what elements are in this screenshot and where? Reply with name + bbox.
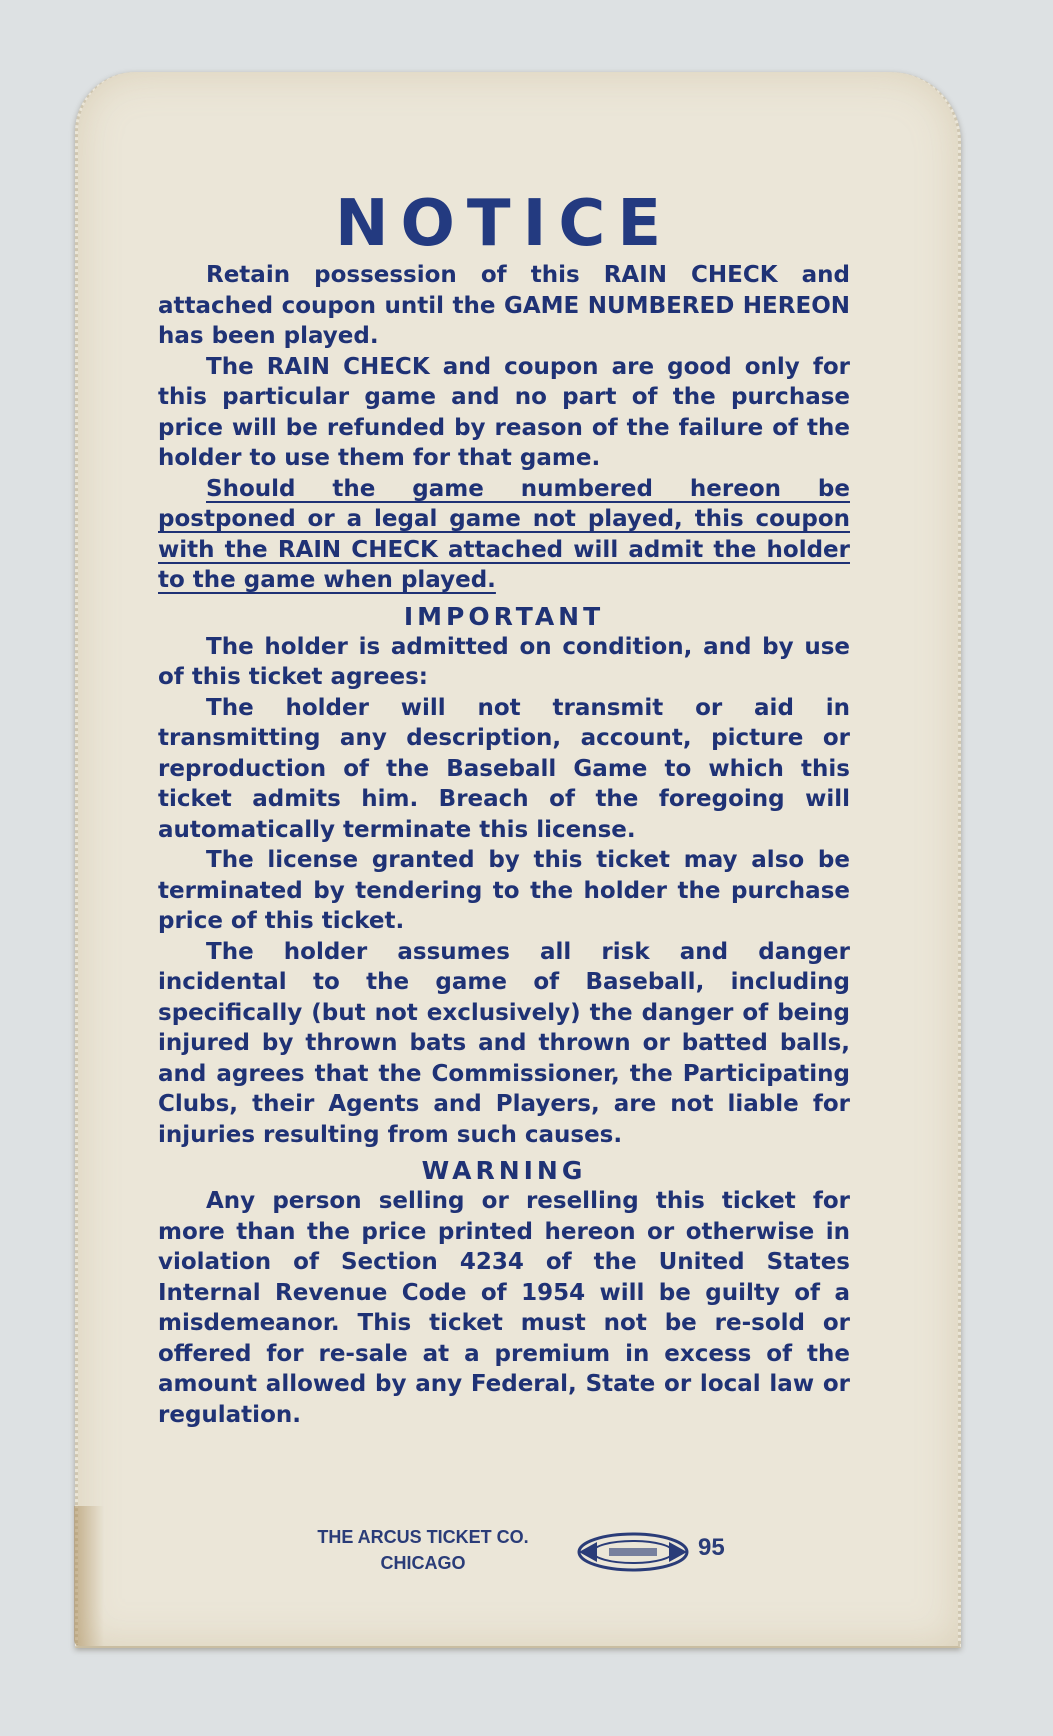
notice-underlined-paragraph <box>158 474 850 596</box>
union-number: 95 <box>698 1534 725 1561</box>
notice-underlined-text: Should the game numbered hereon be postponed or a legal game not played, this coupon with the RAIN CHECK attached will admit the holder to the game when played. <box>158 475 850 593</box>
warning-paragraph: Any person selling or reselling this ticket for more than the price printed hereon or otherwise in violation of Section 4234 of the United States Internal Revenue Code of 1954 will be guilty of a misdemeanor. This ticket must not be re-sold or offered for re-sale at a premium in excess of the amount allowed by any Federal, State or local law or regulation. <box>158 1188 850 1428</box>
important-heading: IMPORTANT <box>403 601 605 631</box>
important-paragraph: The license granted by this ticket may also be terminated by tendering to the holder the purchase price of this ticket. <box>158 847 850 934</box>
warning-heading: WARNING <box>421 1156 587 1185</box>
printer-city: CHICAGO <box>380 1553 466 1573</box>
important-paragraph: The holder will not transmit or aid in transmitting any description, account, picture or reproduction of the Baseball Game to which this ticket admits him. Breach of the foregoing will automatically terminate this license. <box>158 694 850 843</box>
ticket-text <box>158 187 850 1430</box>
notice-paragraph: The RAIN CHECK and coupon are good only for this particular game and no part of the purchase price will be refunded by reason of the failure of the holder to use them for that game. <box>158 353 850 471</box>
notice-title: NOTICE <box>334 187 674 261</box>
important-paragraph: The holder assumes all risk and danger incidental to the game of Baseball, including specifically (but not exclusively) the danger of being injured by thrown bats and thrown or batted balls, and agrees that the Commissioner, the Participating Clubs, their Agents and Players, are not liable for injuries resulting from such causes. <box>158 938 850 1148</box>
notice-paragraph: Retain possession of this RAIN CHECK and attached coupon until the GAME NUMBERED HEREON has been played. <box>158 262 850 349</box>
union-label-logo <box>573 1530 693 1574</box>
printer-name <box>298 1524 548 1576</box>
paper-stain <box>74 1506 104 1646</box>
printer-company: THE ARCUS TICKET CO. <box>317 1527 529 1547</box>
rain-check-ticket <box>75 72 961 1648</box>
important-paragraph: The holder is admitted on condition, and by use of this ticket agrees: <box>158 633 850 690</box>
printer-footer <box>298 1524 798 1584</box>
